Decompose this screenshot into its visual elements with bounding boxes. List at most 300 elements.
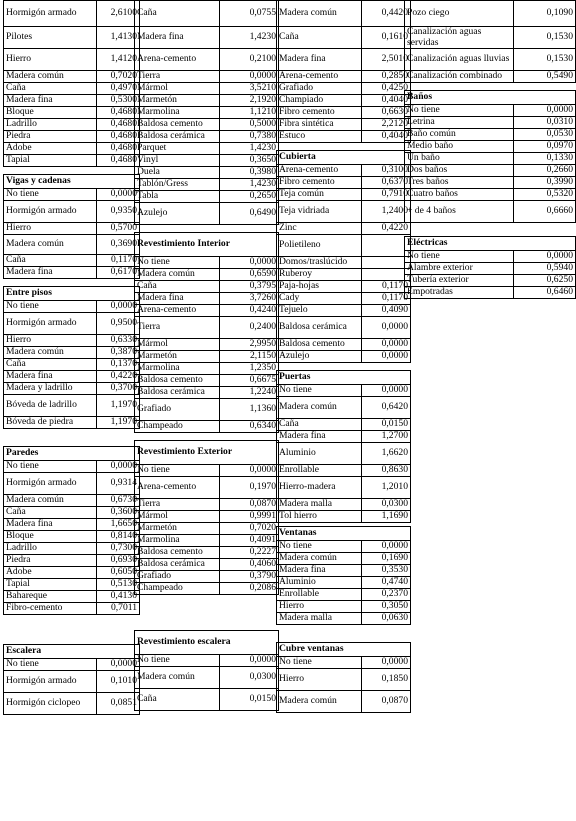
table-row	[4, 417, 140, 429]
table-row	[277, 95, 411, 107]
row-label: No tiene	[135, 655, 220, 667]
table-row	[135, 465, 279, 477]
row-value: 2,6100	[97, 1, 140, 27]
section-header	[277, 643, 411, 657]
row-label: Madera común	[4, 235, 97, 255]
row-label: Canalización combinado	[405, 71, 514, 83]
row-value: 0,6630	[362, 107, 411, 119]
table-row	[4, 49, 140, 71]
row-value: 0,6330	[97, 335, 140, 347]
row-label: Grafiado	[135, 571, 220, 583]
row-value: 0,4680	[97, 107, 140, 119]
row-label: Baldosa cemento	[135, 547, 220, 559]
table-row	[135, 203, 279, 225]
table-row	[135, 511, 279, 523]
table-row	[277, 107, 411, 119]
table-row	[277, 201, 411, 223]
row-value: 0,4240	[220, 305, 279, 317]
table-row	[135, 269, 279, 281]
spacer	[277, 143, 411, 151]
row-value: 0,0150	[220, 689, 279, 711]
table-row	[277, 131, 411, 143]
table-row	[135, 83, 279, 95]
row-label: No tiene	[135, 465, 220, 477]
table-row	[135, 293, 279, 305]
row-value: 0,1170	[362, 281, 411, 293]
table-row	[4, 71, 140, 83]
section-header	[405, 237, 576, 251]
row-label: Un baño	[405, 153, 514, 165]
table-row	[135, 375, 279, 387]
row-label: Marmetón	[135, 351, 220, 363]
row-label: Madera malla	[277, 499, 362, 511]
row-label: Madera común	[4, 495, 97, 507]
row-value: 0,2370	[362, 589, 411, 601]
row-label: No tiene	[405, 105, 514, 117]
row-label: Enrollable	[277, 589, 362, 601]
row-value: 0,7020	[220, 523, 279, 535]
row-value: 0,2650	[220, 191, 279, 203]
row-label: Adobe	[4, 567, 97, 579]
row-value: 1,1970	[97, 417, 140, 429]
row-value: 0,6250	[514, 275, 576, 287]
row-value: 0,9350	[97, 201, 140, 223]
table-row	[135, 363, 279, 375]
table-row	[4, 671, 140, 693]
row-label: Baldosa cerámica	[135, 559, 220, 571]
row-label: Zinc	[277, 223, 362, 235]
table-row	[277, 577, 411, 589]
row-value: 3,7260	[220, 293, 279, 305]
table-row	[135, 399, 279, 421]
table-row	[4, 567, 140, 579]
row-value: 0,0000	[514, 105, 576, 117]
row-label: Enrollable	[277, 465, 362, 477]
row-label: Piedra	[4, 555, 97, 567]
row-label: Madera fina	[4, 519, 97, 531]
table-row	[405, 49, 576, 71]
table-row	[4, 495, 140, 507]
table-row	[405, 251, 576, 263]
table-row	[4, 223, 140, 235]
table-row	[4, 347, 140, 359]
section-title: Entre pisos	[4, 287, 140, 301]
column-2	[134, 0, 276, 711]
row-label: Tapial	[4, 155, 97, 167]
row-label: Champiado	[277, 95, 362, 107]
table-row	[135, 387, 279, 399]
section-header	[135, 631, 279, 655]
table-row	[277, 443, 411, 465]
row-label: Baldosa cemento	[135, 375, 220, 387]
row-label: Tabla	[135, 191, 220, 203]
row-label: Hierro	[4, 223, 97, 235]
row-label: Grafiado	[277, 83, 362, 95]
row-value: 0,4040	[362, 95, 411, 107]
row-value: 0,3650	[220, 155, 279, 167]
table-row	[135, 667, 279, 689]
col4-table	[404, 0, 576, 299]
row-value: 0,6370	[362, 177, 411, 189]
table-row	[135, 179, 279, 191]
table-row	[4, 371, 140, 383]
row-value: 0,0000	[362, 657, 411, 669]
row-label: Tejuelo	[277, 305, 362, 317]
table-row	[135, 155, 279, 167]
table-row	[135, 95, 279, 107]
row-label: Estuco	[277, 131, 362, 143]
row-label: Polietileno	[277, 235, 362, 257]
row-value: 0,0300	[220, 667, 279, 689]
row-label: No tiene	[277, 657, 362, 669]
row-label: No tiene	[4, 461, 97, 473]
row-label: Madera fina	[135, 27, 220, 49]
row-label: Madera fina	[4, 267, 97, 279]
table-row	[405, 189, 576, 201]
table-row	[4, 461, 140, 473]
row-label: Adobe	[4, 143, 97, 155]
row-value: 0,0870	[362, 691, 411, 713]
table-row	[405, 287, 576, 299]
row-label: Madera común	[4, 71, 97, 83]
row-label: No tiene	[405, 251, 514, 263]
section-title: Revestimiento Exterior	[135, 441, 279, 465]
row-value: 0,0310	[514, 117, 576, 129]
table-row	[4, 383, 140, 395]
row-value: 0,1530	[514, 49, 576, 71]
section-title: Escalera	[4, 645, 140, 659]
row-value: 0,7300	[97, 543, 140, 555]
row-label: Madera fina	[277, 49, 362, 71]
section-title: Revestimiento escalera	[135, 631, 279, 655]
table-row	[277, 499, 411, 511]
row-label: Canalización aguas servidas	[405, 27, 514, 49]
row-label: Tres baños	[405, 177, 514, 189]
table-row	[277, 339, 411, 351]
table-row	[135, 305, 279, 317]
table-row	[4, 603, 140, 615]
row-label: Paja-hojas	[277, 281, 362, 293]
row-value: 0,3990	[514, 177, 576, 189]
row-value: 1,2240	[220, 387, 279, 399]
row-label: Madera fina	[4, 95, 97, 107]
table-row	[277, 281, 411, 293]
row-label: Fibra sintética	[277, 119, 362, 131]
table-row	[135, 143, 279, 155]
table-row	[135, 107, 279, 119]
table-row	[135, 339, 279, 351]
table-row	[135, 167, 279, 179]
row-value: 0,6050	[97, 567, 140, 579]
row-value: 0,4091	[220, 535, 279, 547]
table-row	[135, 1, 279, 27]
table-row	[135, 547, 279, 559]
table-row	[4, 591, 140, 603]
row-value: 0,4250	[362, 83, 411, 95]
row-label: Hormigón armado	[4, 473, 97, 495]
row-value: 0,0755	[220, 1, 279, 27]
column-1	[3, 0, 137, 715]
row-value: 0,9991	[220, 511, 279, 523]
row-value: 0,4220	[362, 223, 411, 235]
row-value: 0,1970	[220, 477, 279, 499]
row-label: Hormigón armado	[4, 1, 97, 27]
row-label: Bahareque	[4, 591, 97, 603]
table-row	[135, 281, 279, 293]
table-row	[277, 385, 411, 397]
row-value: 1,1970	[97, 395, 140, 417]
row-value: 0,0530	[514, 129, 576, 141]
table-row	[277, 177, 411, 189]
table-row	[4, 143, 140, 155]
row-value: 0,4680	[97, 119, 140, 131]
row-value: 2,5010	[362, 49, 411, 71]
row-label: Bloque	[4, 531, 97, 543]
spacer	[405, 83, 576, 91]
row-label: Pozo ciego	[405, 1, 514, 27]
row-value: 1,4130	[97, 27, 140, 49]
table-row	[277, 601, 411, 613]
row-value: 0,0000	[362, 385, 411, 397]
row-value: 0,4420	[362, 1, 411, 27]
table-row	[4, 301, 140, 313]
row-label: Vinyl	[135, 155, 220, 167]
section-title: Cubierta	[277, 151, 411, 165]
row-value: 2,1920	[220, 95, 279, 107]
table-row	[277, 465, 411, 477]
row-value: 0,5300	[97, 95, 140, 107]
row-label: Azulejo	[135, 203, 220, 225]
row-value: 0,1690	[362, 553, 411, 565]
row-label: Arena-cemento	[277, 71, 362, 83]
table-row	[405, 105, 576, 117]
row-value: 0,4680	[97, 155, 140, 167]
table-row	[135, 191, 279, 203]
row-label: Baldosa cerámica	[135, 387, 220, 399]
row-value: 0,1370	[97, 359, 140, 371]
row-label: Marmolina	[135, 107, 220, 119]
row-value: 0,0000	[97, 461, 140, 473]
table-row	[405, 1, 576, 27]
row-label: Caña	[277, 419, 362, 431]
row-value: 0,9500	[97, 313, 140, 335]
row-value: 0,0000	[97, 659, 140, 671]
row-label: Madera común	[135, 269, 220, 281]
row-label: Tablón/Gress	[135, 179, 220, 191]
row-label: Tierra	[135, 499, 220, 511]
section-title: Paredes	[4, 447, 140, 461]
row-label: Bóveda de piedra	[4, 417, 97, 429]
table-row	[135, 421, 279, 433]
row-value: 0,3700	[97, 383, 140, 395]
row-value: 0,0970	[514, 141, 576, 153]
table-row	[4, 107, 140, 119]
table-row	[277, 553, 411, 565]
row-value: 0,1330	[514, 153, 576, 165]
table-row	[277, 613, 411, 625]
table-row	[277, 49, 411, 71]
row-label: Madera fina	[277, 565, 362, 577]
row-value: 0,0870	[220, 499, 279, 511]
table-row	[4, 267, 140, 279]
row-label: Fibro cemento	[277, 177, 362, 189]
section-header	[277, 151, 411, 165]
table-row	[4, 313, 140, 335]
row-value: 0,1530	[514, 27, 576, 49]
section-title: Baños	[405, 91, 576, 105]
row-value: 0,0000	[220, 71, 279, 83]
row-value: 0,1850	[362, 669, 411, 691]
row-label: Madera común	[135, 667, 220, 689]
row-value: 0,2086	[220, 583, 279, 595]
row-label: Madera fina	[4, 371, 97, 383]
table-row	[4, 507, 140, 519]
row-value: 0,6170	[97, 267, 140, 279]
row-label: Madera malla	[277, 613, 362, 625]
table-row	[405, 117, 576, 129]
section-header	[405, 91, 576, 105]
row-label: Arena-cemento	[135, 477, 220, 499]
row-value: 0,4740	[362, 577, 411, 589]
row-value: 0,2100	[220, 49, 279, 71]
section-header	[4, 447, 140, 461]
table-row	[4, 27, 140, 49]
table-row	[277, 257, 411, 269]
table-row	[277, 165, 411, 177]
table-row	[135, 27, 279, 49]
table-row	[4, 235, 140, 255]
row-label: Alambre exterior	[405, 263, 514, 275]
row-label: Caña	[4, 507, 97, 519]
row-value: 0,0000	[362, 541, 411, 553]
row-label: + de 4 baños	[405, 201, 514, 223]
row-value: 0,2400	[220, 317, 279, 339]
row-label: Madera común	[4, 347, 97, 359]
row-label: Bóveda de ladrillo	[4, 395, 97, 417]
table-row	[4, 473, 140, 495]
row-label: Marmetón	[135, 95, 220, 107]
row-value: 0,6420	[362, 397, 411, 419]
row-value: 0,0000	[97, 189, 140, 201]
row-value: 0,4680	[97, 143, 140, 155]
table-row	[277, 431, 411, 443]
row-value: 0,0000	[362, 351, 411, 363]
table-row	[405, 153, 576, 165]
row-label: Fibro cemento	[277, 107, 362, 119]
table-row	[405, 27, 576, 49]
row-value: 0,0000	[220, 465, 279, 477]
table-row	[135, 689, 279, 711]
row-value: 0,5320	[514, 189, 576, 201]
section-title: Vigas y cadenas	[4, 175, 140, 189]
row-value: 0,0000	[220, 655, 279, 667]
row-label: Mármol	[135, 339, 220, 351]
table-row	[277, 397, 411, 419]
row-value: 0,6930	[97, 555, 140, 567]
row-value: 0,6340	[220, 421, 279, 433]
row-value: 1,4230	[220, 179, 279, 191]
row-label: Baño común	[405, 129, 514, 141]
row-value: 1,4120	[97, 49, 140, 71]
row-value: 0,7910	[362, 189, 411, 201]
row-value: 1,1360	[220, 399, 279, 421]
table-row	[405, 129, 576, 141]
row-value: 0,0000	[97, 301, 140, 313]
table-row	[135, 49, 279, 71]
row-label: Mármol	[135, 511, 220, 523]
row-label: No tiene	[277, 541, 362, 553]
row-value: 0,3795	[220, 281, 279, 293]
row-label: Hierro	[277, 601, 362, 613]
row-value: 0,5490	[514, 71, 576, 83]
row-label: Baldosa cerámica	[277, 317, 362, 339]
table-row	[135, 559, 279, 571]
col3-table	[276, 0, 411, 713]
table-row	[277, 477, 411, 499]
table-row	[4, 255, 140, 267]
spacer	[277, 363, 411, 371]
row-label: Madera común	[277, 691, 362, 713]
row-value: 0,3100	[362, 165, 411, 177]
section-title: Puertas	[277, 371, 411, 385]
section-title: Ventanas	[277, 527, 411, 541]
row-value: 0,4090	[362, 305, 411, 317]
table-row	[277, 189, 411, 201]
row-label: Hormigón armado	[4, 671, 97, 693]
table-row	[4, 189, 140, 201]
row-value: 2,1150	[220, 351, 279, 363]
row-value: 0,9314	[97, 473, 140, 495]
row-value: 0,2227	[220, 547, 279, 559]
row-label: Cuatro baños	[405, 189, 514, 201]
table-row	[4, 155, 140, 167]
row-label: Madera común	[277, 397, 362, 419]
table-row	[135, 499, 279, 511]
table-row	[277, 235, 411, 257]
table-row	[277, 511, 411, 523]
row-label: Baldosa cemento	[135, 119, 220, 131]
table-row	[277, 657, 411, 669]
row-label: Dos baños	[405, 165, 514, 177]
column-4	[404, 0, 573, 299]
row-value: 0,0000	[220, 257, 279, 269]
row-value: 0,0851	[97, 693, 140, 715]
table-row	[135, 317, 279, 339]
table-row	[277, 565, 411, 577]
row-value: 0,4680	[97, 131, 140, 143]
table-row	[277, 293, 411, 305]
table-row	[4, 519, 140, 531]
table-row	[4, 659, 140, 671]
row-label: Tierra	[135, 317, 220, 339]
row-label: Marmolina	[135, 535, 220, 547]
row-value: 0,0300	[362, 499, 411, 511]
row-label: Canalización aguas lluvias	[405, 49, 514, 71]
row-label: Pilotes	[4, 27, 97, 49]
section-header	[277, 527, 411, 541]
table-row	[4, 83, 140, 95]
row-value: 0,4060	[220, 559, 279, 571]
row-value: 1,2010	[362, 477, 411, 499]
row-value: 0,5940	[514, 263, 576, 275]
row-value: 2,9950	[220, 339, 279, 351]
row-value: 1,2400	[362, 201, 411, 223]
row-value: 1,6650	[97, 519, 140, 531]
table-row	[405, 71, 576, 83]
section-header	[277, 371, 411, 385]
row-value: 1,2350	[220, 363, 279, 375]
row-value: 1,4230	[220, 27, 279, 49]
